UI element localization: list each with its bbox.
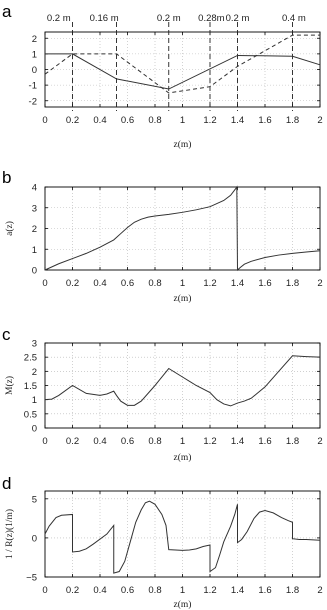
x-tick-label: 1.8 [285, 278, 300, 289]
y-axis-label: M(z) [5, 376, 15, 395]
x-tick-label: 0.2 [65, 115, 80, 126]
y-axis-label: a(z) [5, 221, 15, 236]
series-dashed-line [45, 35, 320, 93]
x-tick-label: 1.4 [230, 436, 245, 447]
segment-length-label: 0.4 m [281, 13, 306, 24]
panel-letter: b [2, 168, 12, 187]
x-tick-label: 1.6 [258, 585, 272, 596]
x-tick-label: 0 [42, 436, 48, 447]
panel-letter: a [2, 2, 12, 21]
y-tick-label: 0 [31, 533, 37, 545]
x-tick-label: 1.4 [230, 115, 245, 126]
y-tick-label: 1 [31, 244, 37, 256]
x-tick-label: 0.2 [65, 278, 80, 289]
x-tick-label: 1.2 [203, 585, 217, 596]
x-tick-label: 1.2 [203, 436, 217, 447]
y-tick-label: 3 [31, 203, 37, 215]
x-tick-label: 0.8 [148, 115, 162, 126]
y-tick-label: 5 [31, 494, 37, 506]
y-tick-label: 1.5 [23, 381, 37, 392]
x-tick-label: 0.4 [93, 585, 107, 596]
x-tick-label: 0.8 [148, 585, 162, 596]
x-tick-label: 1.2 [203, 278, 217, 289]
y-tick-label: -1 [28, 80, 37, 92]
y-tick-label: 2.5 [23, 352, 37, 364]
x-axis-label: z(m) [173, 140, 192, 150]
y-tick-label: 1 [31, 49, 37, 61]
chart-panel-c [2, 325, 323, 463]
x-tick-label: 2 [317, 278, 323, 289]
segment-length-label: 0.2 m [156, 13, 181, 24]
x-tick-label: 1.6 [258, 278, 272, 289]
y-tick-label: 0 [31, 265, 37, 277]
y-tick-label: 3 [31, 338, 37, 350]
y-tick-label: 4 [31, 182, 37, 194]
y-tick-label: 1 [31, 395, 37, 407]
x-tick-label: 0 [42, 278, 48, 289]
segment-length-label: 0.28m [198, 13, 225, 24]
x-tick-label: 0 [42, 585, 48, 596]
y-tick-label: 2 [31, 33, 37, 45]
y-tick-label: 0 [31, 65, 37, 76]
x-tick-label: 0.6 [120, 436, 135, 447]
x-tick-label: 0.4 [93, 278, 107, 289]
segment-length-label: 0.2 m [225, 13, 250, 24]
x-tick-label: 0.4 [93, 436, 107, 447]
chart-panel-a [2, 2, 323, 150]
x-tick-label: 1.8 [285, 436, 300, 447]
x-tick-label: 0.2 [65, 436, 80, 447]
x-tick-label: 1.4 [230, 278, 245, 289]
x-tick-label: 1 [179, 436, 186, 447]
x-tick-label: 1 [179, 115, 186, 126]
x-tick-label: 0 [42, 115, 48, 126]
y-tick-label: 0 [31, 423, 37, 435]
chart-panel-d [2, 474, 323, 610]
x-tick-label: 0.6 [120, 278, 135, 289]
x-axis-label: z(m) [173, 453, 192, 463]
x-axis-label: z(m) [173, 294, 192, 304]
x-tick-label: 1.8 [285, 585, 300, 596]
series-solid-line [45, 356, 320, 406]
x-tick-label: 0.2 [65, 585, 80, 596]
x-tick-label: 2 [317, 585, 323, 596]
x-tick-label: 1.6 [258, 115, 272, 126]
panel-letter: d [2, 474, 12, 493]
y-tick-label: -2 [28, 96, 37, 108]
x-tick-label: 2 [317, 436, 323, 447]
x-tick-label: 0.6 [120, 115, 135, 126]
x-tick-label: 0.6 [120, 585, 135, 596]
x-tick-label: 1 [179, 278, 186, 289]
x-tick-label: 0.4 [93, 115, 107, 126]
segment-length-label: 0.2 m [46, 13, 71, 24]
y-tick-label: 2 [31, 366, 37, 378]
x-axis-label: z(m) [173, 600, 192, 610]
y-axis-label: 1 / R(z)(1/m) [5, 508, 15, 560]
y-tick-label: 2 [31, 224, 37, 235]
y-tick-label: −5 [26, 572, 37, 584]
x-tick-label: 1.8 [285, 115, 300, 126]
x-tick-label: 1.2 [203, 115, 217, 126]
chart-panel-b [2, 168, 323, 304]
x-tick-label: 2 [317, 115, 323, 126]
segment-length-label: 0.16 m [89, 13, 119, 24]
panel-letter: c [2, 325, 11, 344]
x-tick-label: 0.8 [148, 436, 162, 447]
x-tick-label: 1 [179, 585, 186, 596]
x-tick-label: 0.8 [148, 278, 162, 289]
series-solid-line [45, 501, 320, 573]
y-tick-label: 0.5 [23, 409, 37, 421]
x-tick-label: 1.4 [230, 585, 245, 596]
x-tick-label: 1.6 [258, 436, 272, 447]
